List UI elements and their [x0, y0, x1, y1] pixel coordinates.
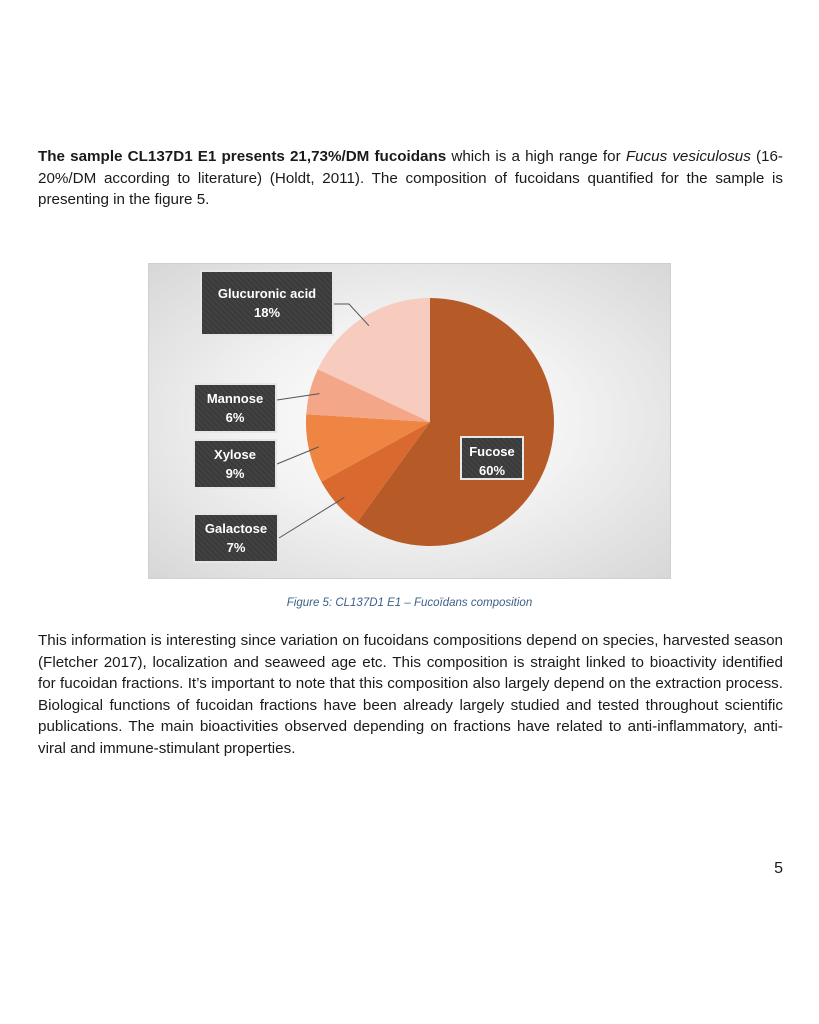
body-paragraph: This information is interesting since variation on fucoidans compositions depend on species, harvested season (Fletcher 2017), localization and seaweed age etc. This composition is straight linked to bioactivity identified for fucoidan fractions. It’s important to note that this composition also largely depend on the extraction process. Biological functions of fucoidan fractions have been already largely studied and tested throughout scientific publications. The main bioactivities observed depending on fractions have related to anti-inflammatory, anti-viral and immune-stimulant properties. [38, 632, 783, 757]
callout-label: Glucuronic acid [217, 286, 317, 301]
callout-label: Xylose [214, 447, 256, 462]
figure-caption: Figure 5: CL137D1 E1 – Fucoïdans composition [286, 597, 533, 609]
callout-value: 18% [253, 305, 281, 320]
callout-mannose [193, 383, 277, 433]
intro-paragraph [38, 146, 783, 211]
callout-value: 6% [225, 410, 245, 425]
callout-value: 60% [478, 463, 506, 478]
intro-text-2: (16-20%/DM according to literature) (Holdt, 2011). The composition of fucoidans quantified for the sample is presenting in the figure 5. [38, 148, 783, 208]
callout-glucuronic-acid [200, 270, 334, 336]
callout-label: Mannose [206, 391, 264, 406]
callout-label: Fucose [469, 444, 515, 459]
page-number: 5 [774, 860, 783, 877]
callout-galactose [193, 513, 279, 563]
intro-bold-text: The sample CL137D1 E1 presents 21,73%/DM fucoidans [38, 148, 447, 165]
intro-text-1: which is a high range for [446, 148, 626, 165]
callout-label: Galactose [204, 521, 268, 536]
species-name: Fucus vesiculosus [625, 148, 751, 165]
callout-fucose [460, 436, 524, 480]
callout-value: 7% [226, 540, 246, 555]
pie-chart [149, 264, 670, 578]
callout-xylose [193, 439, 277, 489]
callout-value: 9% [225, 466, 245, 481]
leader-line-galactose [279, 497, 344, 538]
